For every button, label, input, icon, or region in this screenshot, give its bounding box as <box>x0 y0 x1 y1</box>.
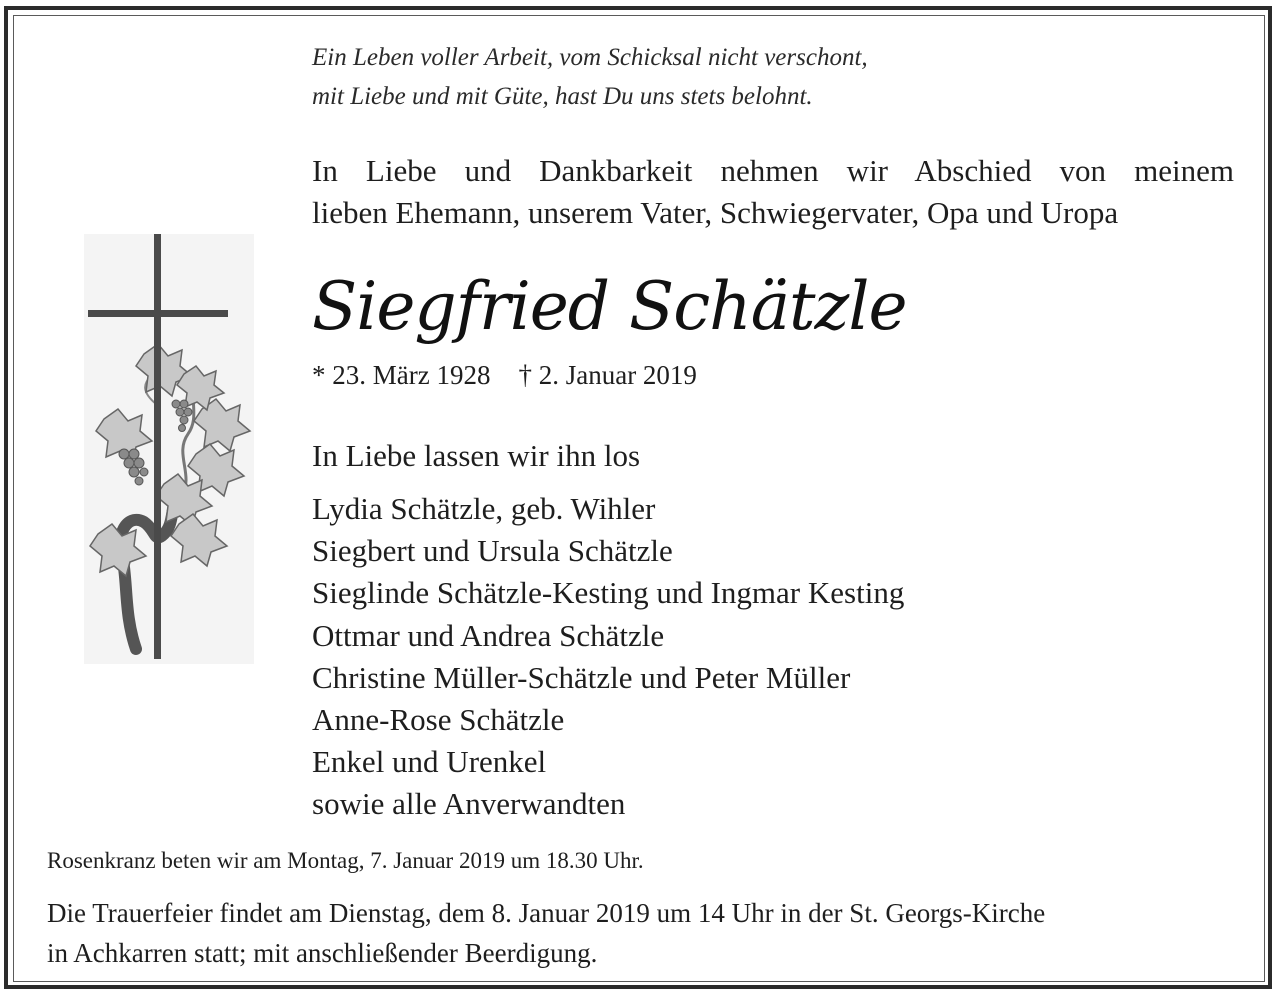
deceased-name: Siegfried Schätzle <box>312 268 907 345</box>
motto-line-1: Ein Leben voller Arbeit, vom Schicksal nicht verschont, <box>312 44 868 71</box>
life-dates <box>312 360 697 391</box>
intro-line-2: lieben Ehemann, unserem Vater, Schwiegervater, Opa und Uropa <box>312 195 1119 230</box>
funeral-line-2: in Achkarren statt; mit anschließender Beerdigung. <box>47 938 598 968</box>
mourner-item: Lydia Schätzle, geb. Wihler <box>312 491 656 526</box>
birth-date: * 23. März 1928 <box>312 360 491 390</box>
mourner-item: Sieglinde Schätzle-Kesting und Ingmar Kesting <box>312 575 905 611</box>
motto-line-2: mit Liebe und mit Güte, hast Du uns stets belohnt. <box>312 83 813 110</box>
intro-text <box>312 150 1234 234</box>
mourner-item: Siegbert und Ursula Schätzle <box>312 533 673 569</box>
mourner-item: Anne-Rose Schätzle <box>312 702 565 738</box>
cross-with-grapevine-icon <box>84 234 254 669</box>
funeral-notice <box>47 893 1045 973</box>
farewell-line: In Liebe lassen wir ihn los <box>312 438 641 473</box>
mourner-item: Ottmar und Andrea Schätzle <box>312 617 665 653</box>
mourner-item: Enkel und Urenkel <box>312 744 547 780</box>
mourner-item: sowie alle Anverwandten <box>312 786 626 822</box>
funeral-line-1: Die Trauerfeier findet am Dienstag, dem 8. Januar 2019 um 14 Uhr in der St. Georgs-Kirche <box>47 898 1046 928</box>
rosary-notice: Rosenkranz beten wir am Montag, 7. Januar 2019 um 18.30 Uhr. <box>47 848 644 873</box>
mourners-list <box>312 488 904 826</box>
death-date: † 2. Januar 2019 <box>518 360 697 390</box>
intro-line-1: In Liebe und Dankbarkeit nehmen wir Abschied von meinem <box>312 153 1234 188</box>
mourner-item: Christine Müller-Schätzle und Peter Müller <box>312 659 851 695</box>
